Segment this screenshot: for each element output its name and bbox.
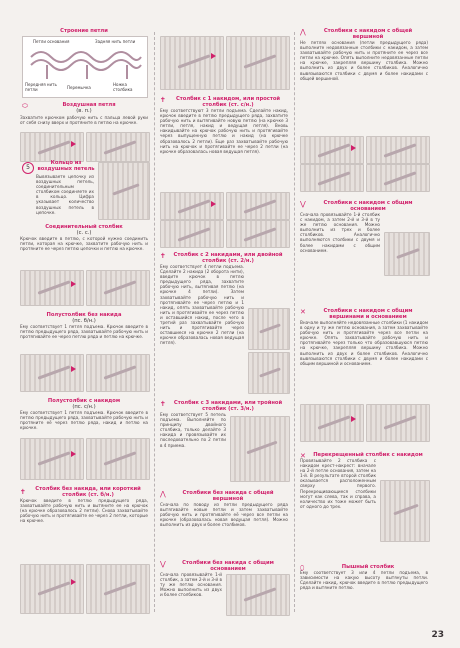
air-loop-photo <box>20 132 84 162</box>
crossed-photo <box>380 480 430 542</box>
stitch-symbol-icon: ✕ <box>300 308 306 316</box>
slip-stitch-photo <box>86 270 150 306</box>
section-title: Строение петли <box>60 28 108 34</box>
half-sc-photo <box>20 354 84 392</box>
sc-base-section <box>160 560 288 618</box>
page-number: 23 <box>431 630 444 640</box>
sc-top-section <box>160 490 288 560</box>
section-text: Сначала провязывайте 1-й столбик, а затем 2-й и 3-й в ту же петлю основания. Можно выполнить из двух и более столбиков. <box>160 572 222 598</box>
section-text: Ему соответствует 4 петли подъема. Сделайте 2 накида (2 оборота нити), введите крючок в петлю предыдущего ряда, захватите рабочую нить, вытягивая петлю (на крючке 4 петли). Затем захватывайте рабочую нить и протягивайте ее через петлю и 1 накид, опять захватывайте рабочую нить и протягивайте ее через петлю и оставшийся накид, после чего в третий раз захватывайте рабочую нить и протягивайте через оставшиеся на крючке 2 петли (на крючке образовалась новая ведущая петля). <box>160 264 244 346</box>
dc-simple-section <box>160 96 288 246</box>
section-text: Сначала провязывайте 1-й столбик с накидом, а затем 2-й и 3-й в ту же петлю основания. Можно выполнить из трех и более столбиков. Аналогично выполняются столбики с двумя и более накидами с общим основанием. <box>300 212 380 253</box>
stitch-symbol-icon: ⋀ <box>160 490 166 498</box>
stitch-photo <box>160 36 224 90</box>
loop-structure-section <box>20 28 148 98</box>
dc-open-photo <box>300 404 364 442</box>
label-back-leg: Задняя нить петли <box>95 39 136 44</box>
stitch-photo <box>226 36 290 90</box>
puff-section <box>300 564 428 618</box>
stitch-symbol-icon: ⋀ <box>300 28 306 36</box>
dc-photo <box>226 220 290 248</box>
page <box>20 28 428 618</box>
dc-open-section <box>300 308 428 448</box>
symbol-note: (с. с.) <box>76 230 92 236</box>
dc2-photo <box>248 308 290 350</box>
section-title: Столбик с 3 накидами, или тройной столбик (ст. 3/н.) <box>173 400 283 412</box>
dc-top-photo <box>366 164 430 192</box>
section-title: Столбик без накида, или короткий столбик (ст. б/н.) <box>35 486 141 498</box>
section-title: Перекрещенный столбик с накидом <box>313 452 423 458</box>
symbol-note: (пс. с/н.) <box>72 404 96 410</box>
crossed-section <box>300 452 428 562</box>
column-divider <box>154 32 155 612</box>
stitch-symbol-icon: ✝ <box>160 252 166 260</box>
section-text: Ему соответствует 1 петля подъема. Крючок введите в петлю предыдущего ряда, захватывайте рабочую нить и протяните её через петлю ряда, накид и петлю на крючке. <box>20 410 148 431</box>
dc-top-photo <box>300 164 364 192</box>
dc-top-section <box>300 28 428 192</box>
ring-count-icon: 5 <box>22 162 34 174</box>
label-front-leg: Передняя нить петли <box>25 82 57 92</box>
section-text: Вывязываете цепочку из воздушных петель, соединительным столбиком соединяете их в кольцо. Цифра указывает количество воздушных петель в цепочке. <box>36 174 94 215</box>
sc-photo <box>20 564 84 614</box>
label-jumper: Перемычка <box>67 85 91 90</box>
label-stem: Ножка столбика <box>113 82 133 92</box>
single-crochet-photo <box>86 438 150 480</box>
dc-top-photo <box>300 136 364 164</box>
label-base-loop: Петли основания <box>33 39 70 44</box>
dc3-photo <box>230 416 290 482</box>
section-text: Провязывайте 2 столбика с накидом крест-накрест: вначале на 2-й петле основания, затем на 1-й. В результате второй столбик оказывается расположенным сверху первого. Перекрещивающиеся столбики могут как слева, так и справа, а количество их тоже может быть от одного до трех. <box>300 458 376 509</box>
dc-open-photo <box>366 404 430 442</box>
section-title: Полустолбик без накида <box>46 312 122 318</box>
section-title: Столбики с накидом с общей вершиной <box>323 28 413 40</box>
sc-base-photo <box>226 574 290 616</box>
section-text: Ему соответствует 3 или 4 петли подъема, в зависимости на какую высоту вытянуты петли. Сделайте накид, крючок введите в петлю предыдущего ряда и вытяните петлю. <box>300 570 428 591</box>
single-crochet-section <box>20 398 148 482</box>
dc-photo <box>160 192 224 220</box>
loops-svg <box>27 47 143 81</box>
dc-top-photo <box>366 136 430 164</box>
air-loop-photo <box>86 132 150 162</box>
stitch-symbol-icon: ⬯ <box>300 564 305 572</box>
section-title: Столбик с 1 накидом, или простой столбик (ст. с/н.) <box>175 96 281 108</box>
single-crochet-photo <box>20 438 84 480</box>
section-title: Пышный столбик <box>341 564 395 570</box>
sc-front-section <box>20 486 148 616</box>
section-title: Кольцо из воздушных петель <box>37 160 95 172</box>
section-text: Не петлях основания (петли предыдущего ряда) выполните недовязанные столбики с накидом, а затем захватывайте рабочую нить и протяните ее через все петли на крючке. Опять выполните недовязанные петли на крючке, закрепляя вершину столбика. Можно выполнить из двух и более столбиков. Аналогично вывязываются столбики с двумя и более накидами с общей вершиной. <box>300 40 428 81</box>
slip-stitch-section <box>20 224 148 308</box>
section-text: Сначала по поводу из петли предыдущего ряда вытягивайте новые петли и затем захватывайте рабочую нить и протягивайте её через все петли на крючке (образовалась новая ведущая петля). Можно выполнить из двух и более столбиков. <box>160 502 288 528</box>
half-sc-photo <box>86 354 150 392</box>
section-title: Воздушная петля <box>62 102 116 108</box>
section-text: Крючок введите в петлю предыдущего ряда, захватывайте рабочую нить и вытяните ее на крючок (на крючке образовалось 2 петли). Снова захватывайте рабочую нить и протягивайте ее через 2 петли, которые на крючке. <box>20 498 148 524</box>
dc-photo <box>160 220 224 248</box>
dc-base-section <box>300 200 428 304</box>
section-text: Захватите крючком рабочую нить с пальца левой руки от себя снизу вверх и протяните в петлю на крючке. <box>20 115 148 126</box>
symbol-note: (пс. б/н.) <box>72 318 96 324</box>
half-sc-section <box>20 312 148 394</box>
ring-photo <box>98 162 150 220</box>
sc-photo <box>86 564 150 614</box>
column-divider <box>294 32 295 612</box>
dc-base-photo <box>384 232 430 276</box>
stitch-symbol-icon: ⋁ <box>160 560 166 568</box>
section-title: Полустолбик с накидом <box>47 398 121 404</box>
section-title: Столбики с накидом с общим вершинами и основанием <box>323 308 413 320</box>
ring-section <box>20 160 148 220</box>
dc2-section <box>160 252 288 394</box>
section-text: Ему соответствуют 3 петли подъема. Сделайте накид, крючок введите в петлю предыдущего ряда, захватите рабочую нить и вытягивайте новую петлю (на крючке 3 петли, петля, накид и ведущая петля). Вновь накидывайте на крючок рабочую нить и протягивайте через выпущенную петлю и накид (на крючке образовалось 2 петли). Еще раз захватывайте рабочую нить на крючок и протягивайте ее через 2 петли (на крючке образовалась новая ведущая петля). <box>160 108 288 154</box>
loop-structure-diagram <box>22 36 148 98</box>
section-text: Крючок введите в петлю, с которой нужно соединить петли, которая на крючке, захватите рабочую нить и протяните ее через петлю цепочки и петлю на крючке. <box>20 236 148 252</box>
air-loop-symbol-icon: ⬭ <box>22 102 28 110</box>
slip-stitch-photo <box>20 270 84 306</box>
section-text: Вначале выполняйте недовязанные столбики (1 накидом в одну и ту же петлю основания, а затем захватывайте рабочую нить и протягивайте через все петли на крючке. Опять захватывайте рабочую нить и протягивайте через только что образовавшуюся петлю на крючке, закрепляя вершину столбика. Можно выполнить из двух и более столбиков. Аналогично вывязываются столбики с двумя и более накидами с общим вершиной и основанием. <box>300 320 428 366</box>
section-title: Столбики без накида с общим основанием <box>182 560 274 572</box>
dc2-photo <box>248 352 290 394</box>
dc-top-photos <box>160 28 288 94</box>
dc3-section <box>160 400 288 488</box>
section-title: Столбики с накидом с общим основанием <box>323 200 413 212</box>
section-title: Столбик с 2 накидами, или двойной столбик (ст. 2/н.) <box>173 252 283 264</box>
stitch-symbol-icon: ✝ <box>20 488 26 496</box>
section-title: Столбики без накида с общей вершиной <box>182 490 274 502</box>
section-text: Ему соответствует 5 петель подъема. Выполняйте по принципу двойного столбика, только делайте 3 накида и провязывайте их последовательно по 2 петли в 4 приема. <box>160 412 226 448</box>
stitch-symbol-icon: ✕ <box>300 452 306 460</box>
stitch-symbol-icon: ✝ <box>160 96 166 104</box>
section-title: Соединительный столбик <box>45 224 123 230</box>
symbol-note: (в. п.) <box>76 108 92 114</box>
dc-photo <box>226 192 290 220</box>
stitch-symbol-icon: ✝ <box>160 400 166 408</box>
stitch-symbol-icon: ⋁ <box>300 200 306 208</box>
section-text: Ему соответствует 1 петля подъема. Крючок введите в петлю предыдущего ряда, захватывайте рабочую нить и протягивайте ее через петлю ряда и петлю на крючке. <box>20 324 148 340</box>
